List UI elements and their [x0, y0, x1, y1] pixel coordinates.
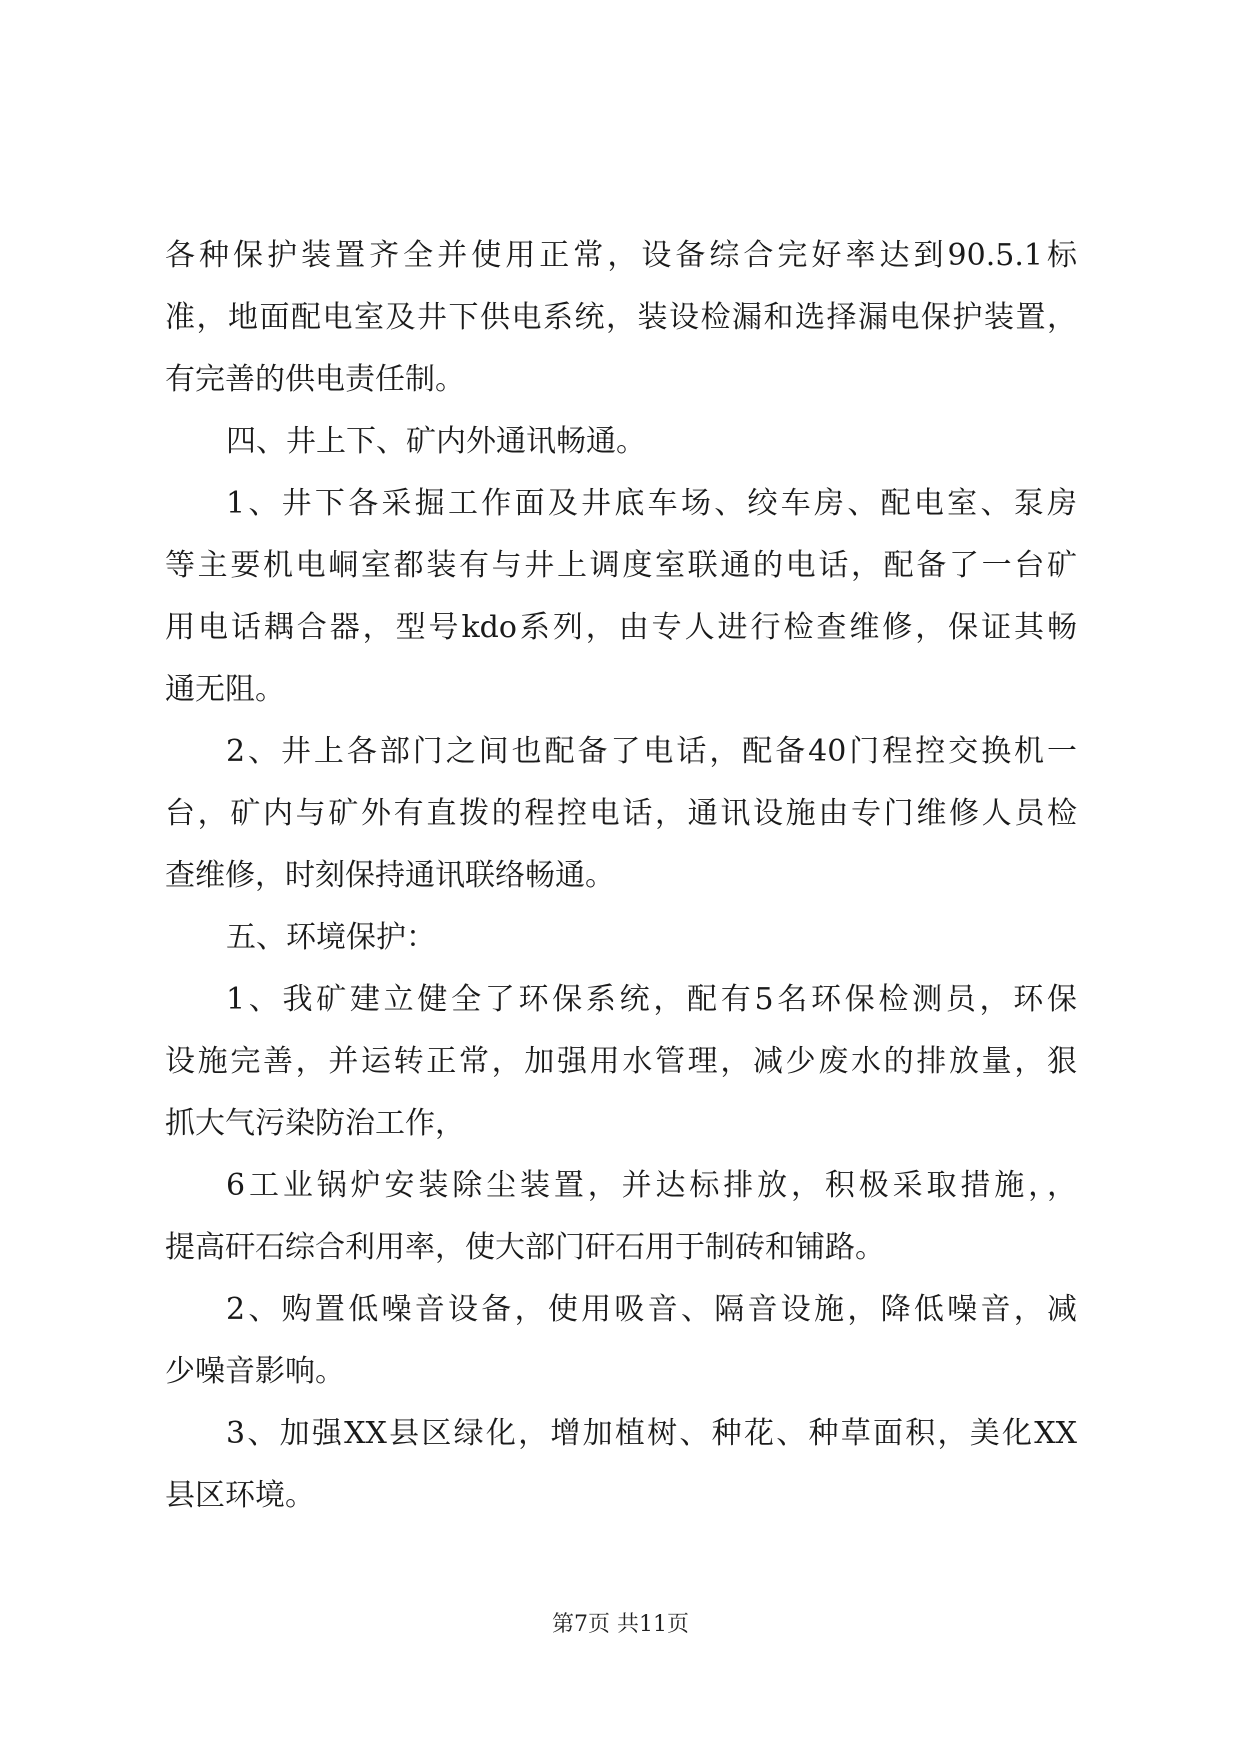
text-line: 6工业锅炉安装除尘装置，并达标排放，积极采取措施，， [226, 1168, 1077, 1203]
text-line: 通无阻。 [165, 672, 285, 707]
text-line: 各种保护装置齐全并使用正常，设备综合完好率达到90.5.1标 [165, 238, 1077, 273]
text-line: 提高矸石综合利用率，使大部门矸石用于制砖和铺路。 [165, 1230, 885, 1265]
text-line: 县区环境。 [165, 1478, 315, 1513]
text-line: 有完善的供电责任制。 [165, 362, 465, 397]
text-line: 1、井下各采掘工作面及井底车场、绞车房、配电室、泵房 [226, 486, 1077, 521]
text-line: 2、井上各部门之间也配备了电话，配备40门程控交换机一 [226, 734, 1077, 769]
text-line: 用电话耦合器，型号kdo系列，由专人进行检查维修，保证其畅 [165, 610, 1077, 645]
text-line: 四、井上下、矿内外通讯畅通。 [226, 424, 646, 459]
text-line: 五、环境保护： [226, 920, 436, 955]
text-line: 少噪音影响。 [165, 1354, 345, 1389]
page-number-footer: 第7页 共11页 [552, 1612, 689, 1637]
text-line: 准，地面配电室及井下供电系统，装设检漏和选择漏电保护装置， [165, 300, 1077, 335]
text-line: 抓大气污染防治工作， [165, 1106, 465, 1141]
text-line: 1、我矿建立健全了环保系统，配有5名环保检测员，环保 [226, 982, 1077, 1017]
text-line: 台，矿内与矿外有直拨的程控电话，通讯设施由专门维修人员检 [165, 796, 1077, 831]
text-line: 查维修，时刻保持通讯联络畅通。 [165, 858, 615, 893]
text-line: 3、加强XX县区绿化，增加植树、种花、种草面积，美化XX [226, 1416, 1077, 1451]
text-line: 等主要机电峒室都装有与井上调度室联通的电话，配备了一台矿 [165, 548, 1077, 583]
text-line: 设施完善，并运转正常，加强用水管理，减少废水的排放量，狠 [165, 1044, 1077, 1079]
document-body [165, 225, 1077, 1527]
text-line: 2、购置低噪音设备，使用吸音、隔音设施，降低噪音，减 [226, 1292, 1077, 1327]
